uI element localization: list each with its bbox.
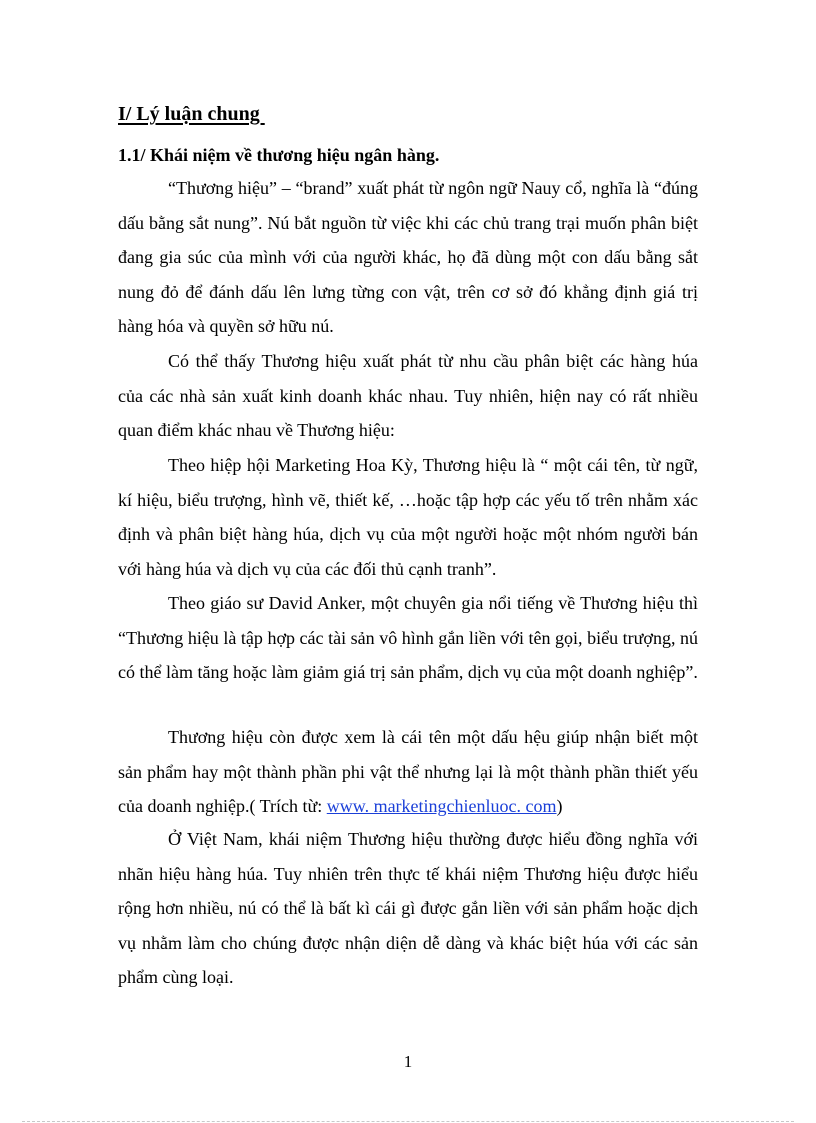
paragraph-anker-definition [118,586,698,690]
section-heading: I/ Lý luận chung [118,103,265,125]
subsection-heading: 1.1/ Khái niệm về thương hiệu ngân hàng. [118,145,440,165]
paragraph-vietnam-concept [118,822,698,995]
paragraph-text-end: ) [556,796,563,817]
paragraph-brand-origin [118,171,698,344]
page-number: 1 [403,1052,413,1071]
paragraph-text: Thương hiệu còn được xem là cái tên một dấu hệu giúp nhận biết một sản phẩm hay một thành phần phi vật thể nhưng lại là một thành phần thiết yếu của doanh nghiệp.( Trích từ: [118,727,698,817]
paragraph-text: Có thể thấy Thương hiệu xuất phát từ nhu cầu phân biệt các hàng húa của các nhà sản xuất kinh doanh khác nhau. Tuy nhiên, hiện nay có rất nhiều quan điểm khác nhau về Thương hiệu: [118,351,698,441]
paragraph-text: Theo hiệp hội Marketing Hoa Kỳ, Thương hiệu là “ một cái tên, từ ngữ, kí hiệu, biểu trượng, hình vẽ, thiết kế, …hoặc tập hợp các yếu tố trên nhằm xác định và phân biệt hàng húa, dịch vụ của một người hoặc một nhóm người bán với hàng húa và dịch vụ của các đối thủ cạnh tranh”. [118,455,698,579]
paragraph-text: “Thương hiệu” – “brand” xuất phát từ ngôn ngữ Nauy cổ, nghĩa là “đúng dấu bằng sắt nung”. Nú bắt nguồn từ việc khi các chủ trang trại muốn phân biệt đang gia súc của mình với của người khác, họ đã dùng một con dấu bằng sắt nung đỏ để đánh dấu lên lưng từng con vật, trên cơ sở đó khẳng định giá trị hàng hóa và quyền sở hữu nú. [118,178,698,337]
page-bottom-divider [22,1121,794,1122]
paragraph-brand-name-definition [118,720,698,824]
paragraph-ama-definition [118,448,698,586]
paragraph-brand-distinction [118,344,698,448]
paragraph-text: Theo giáo sư David Anker, một chuyên gia nổi tiếng về Thương hiệu thì “Thương hiệu là tập hợp các tài sản vô hình gắn liền với tên gọi, biểu trượng, nú có thể làm tăng hoặc làm giảm giá trị sản phẩm, dịch vụ của một doanh nghiệp”. [118,593,698,683]
paragraph-text: Ở Việt Nam, khái niệm Thương hiệu thường được hiểu đồng nghĩa với nhãn hiệu hàng húa. Tuy nhiên trên thực tế khái niệm Thương hiệu được hiểu rộng hơn nhiều, nú có thể là bất kì cái gì được gắn liền với sản phẩm hoặc dịch vụ nhằm làm cho chúng được nhận diện dễ dàng và khác biệt húa với các sản phẩm cùng loại. [118,829,698,988]
source-link[interactable]: www. marketingchienluoc. com [326,796,557,817]
